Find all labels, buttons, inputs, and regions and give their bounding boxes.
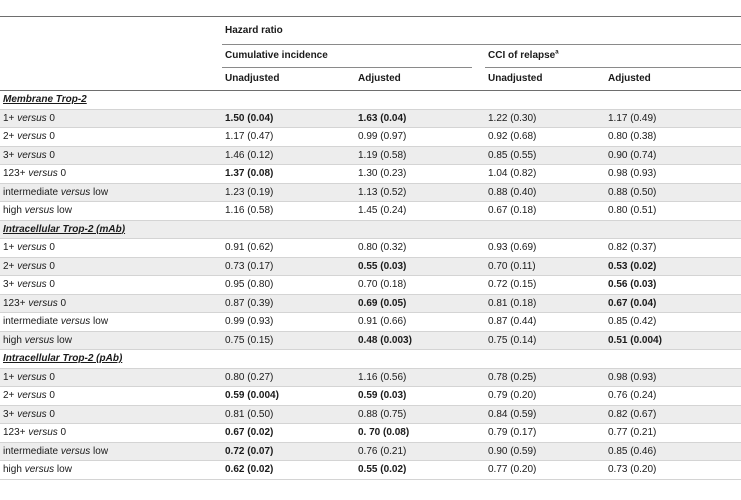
cumulative-adjusted-cell: 1.13 (0.52) [358, 186, 407, 198]
cci-unadjusted-cell: 0.75 (0.14) [488, 334, 537, 346]
hazard-ratio-table [0, 16, 741, 480]
comparison-label [3, 369, 55, 388]
cumulative-unadjusted-cell: 0.81 (0.50) [225, 408, 274, 420]
cci-unadjusted-cell: 0.84 (0.59) [488, 408, 537, 420]
col-adjusted-1: Adjusted [358, 73, 401, 84]
cci-unadjusted-cell: 1.04 (0.82) [488, 168, 537, 179]
comparison-label [3, 276, 55, 295]
comparison-label-post: low [54, 334, 72, 346]
cumulative-incidence-heading: Cumulative incidence [225, 50, 328, 61]
comparison-label-versus: versus [17, 371, 47, 383]
cci-unadjusted-cell: 0.93 (0.69) [488, 242, 537, 253]
comparison-label-pre: intermediate [3, 186, 61, 198]
table-row [0, 313, 741, 332]
cci-unadjusted-cell: 0.81 (0.18) [488, 297, 537, 309]
comparison-label [3, 239, 55, 258]
comparison-label-pre: 123+ [3, 427, 29, 438]
comparison-label-post: 0 [46, 149, 55, 161]
comparison-label-post: 0 [57, 168, 67, 179]
col-unadjusted-2: Unadjusted [488, 73, 543, 84]
table-row [0, 147, 741, 166]
cci-unadjusted-cell: 0.77 (0.20) [488, 464, 537, 475]
comparison-label-pre: 123+ [3, 168, 29, 179]
table-row [0, 110, 741, 129]
comparison-label-pre: 2+ [3, 390, 18, 401]
cci-unadjusted-cell: 1.22 (0.30) [488, 112, 537, 124]
cci-adjusted-cell: 0.76 (0.24) [608, 390, 657, 401]
comparison-label-pre: intermediate [3, 316, 61, 327]
comparison-label-versus: versus [60, 186, 91, 198]
comparison-label-pre: 2+ [3, 260, 18, 272]
cci-adjusted-cell: 0.98 (0.93) [608, 371, 657, 383]
cumulative-unadjusted-cell: 0.75 (0.15) [225, 334, 274, 346]
cumulative-adjusted-cell: 0.55 (0.03) [358, 260, 407, 272]
table-row [0, 295, 741, 314]
comparison-label-versus: versus [17, 408, 47, 420]
comparison-label-versus: versus [17, 149, 47, 161]
cci-unadjusted-cell: 0.90 (0.59) [488, 445, 537, 457]
cumulative-adjusted-cell: 0.76 (0.21) [358, 445, 407, 457]
cumulative-adjusted-cell: 1.45 (0.24) [358, 205, 407, 216]
cci-adjusted-cell: 0.85 (0.46) [608, 445, 657, 457]
cci-unadjusted-cell: 0.88 (0.40) [488, 186, 537, 198]
cumulative-adjusted-cell: 0.59 (0.03) [358, 390, 407, 401]
cumulative-adjusted-cell: 1.16 (0.56) [358, 371, 407, 383]
cumulative-unadjusted-cell: 0.95 (0.80) [225, 279, 274, 290]
comparison-label-pre: 1+ [3, 112, 18, 124]
comparison-label [3, 461, 72, 480]
comparison-label-post: 0 [46, 390, 55, 401]
comparison-label-post: 0 [46, 242, 55, 253]
cumulative-unadjusted-cell: 1.17 (0.47) [225, 131, 274, 142]
comparison-label-versus: versus [28, 297, 58, 309]
comparison-label-pre: 2+ [3, 131, 18, 142]
cci-unadjusted-cell: 0.72 (0.15) [488, 279, 537, 290]
table-row [0, 332, 741, 351]
table-row [0, 165, 741, 184]
comparison-label [3, 147, 55, 166]
comparison-label-post: 0 [57, 427, 67, 438]
cumulative-adjusted-cell: 0.80 (0.32) [358, 242, 407, 253]
comparison-label [3, 110, 55, 129]
comparison-label-versus: versus [17, 112, 47, 124]
comparison-label-pre: intermediate [3, 445, 61, 457]
cci-adjusted-cell: 0.56 (0.03) [608, 279, 657, 290]
cumulative-unadjusted-cell: 1.37 (0.08) [225, 168, 274, 179]
col-adjusted-2: Adjusted [608, 73, 651, 84]
table-row [0, 184, 741, 203]
table-body [0, 91, 741, 480]
comparison-label-post: 0 [46, 408, 55, 420]
cumulative-unadjusted-cell: 0.67 (0.02) [225, 427, 274, 438]
comparison-label-versus: versus [17, 131, 47, 142]
comparison-label [3, 313, 108, 332]
comparison-label-pre: high [3, 464, 25, 475]
cumulative-unadjusted-cell: 0.99 (0.93) [225, 316, 274, 327]
cumulative-adjusted-cell: 0.55 (0.02) [358, 464, 407, 475]
cumulative-unadjusted-cell: 1.16 (0.58) [225, 205, 274, 216]
cci-unadjusted-cell: 0.79 (0.20) [488, 390, 537, 401]
cci-unadjusted-cell: 0.70 (0.11) [488, 260, 536, 272]
comparison-label-pre: high [3, 334, 25, 346]
cumulative-adjusted-cell: 0.88 (0.75) [358, 408, 407, 420]
cumulative-adjusted-cell: 0.48 (0.003) [358, 334, 412, 346]
cumulative-unadjusted-cell: 0.91 (0.62) [225, 242, 274, 253]
comparison-label-versus: versus [28, 427, 58, 438]
comparison-label-post: 0 [46, 131, 55, 142]
comparison-label-pre: 1+ [3, 371, 18, 383]
cumulative-unadjusted-cell: 0.73 (0.17) [225, 260, 274, 272]
hazard-ratio-heading: Hazard ratio [225, 25, 283, 36]
section-header-row [0, 91, 741, 110]
table-row [0, 128, 741, 147]
section-title: Intracellular Trop-2 (pAb) [3, 353, 123, 364]
cumulative-unadjusted-cell: 0.80 (0.27) [225, 371, 274, 383]
cci-relapse-label: CCI of relapse [488, 50, 556, 61]
table-row [0, 443, 741, 462]
cumulative-unadjusted-cell: 0.59 (0.004) [225, 390, 279, 401]
comparison-label [3, 165, 66, 184]
header-row-columns [0, 68, 741, 90]
comparison-label-post: low [54, 464, 72, 475]
section-title: Intracellular Trop-2 (mAb) [3, 223, 126, 235]
comparison-label [3, 128, 55, 147]
comparison-label [3, 295, 66, 314]
header-row-groups [0, 45, 741, 68]
cci-adjusted-cell: 0.77 (0.21) [608, 427, 657, 438]
cci-adjusted-cell: 0.80 (0.51) [608, 205, 657, 216]
comparison-label [3, 184, 108, 203]
comparison-label-pre: 123+ [3, 297, 29, 309]
table-row [0, 369, 741, 388]
comparison-label-post: low [90, 186, 109, 198]
cci-adjusted-cell: 0.85 (0.42) [608, 316, 657, 327]
comparison-label-versus: versus [17, 260, 47, 272]
comparison-label-versus: versus [17, 242, 47, 253]
comparison-label-versus: versus [60, 445, 91, 457]
cci-adjusted-cell: 0.88 (0.50) [608, 186, 657, 198]
comparison-label [3, 202, 72, 221]
comparison-label-pre: high [3, 205, 25, 216]
cci-adjusted-cell: 0.82 (0.67) [608, 408, 657, 420]
cci-adjusted-cell: 0.51 (0.004) [608, 334, 662, 346]
header-row-hazard-ratio [0, 17, 741, 45]
cci-unadjusted-cell: 0.92 (0.68) [488, 131, 537, 142]
cci-relapse-heading [488, 45, 559, 67]
cci-adjusted-cell: 0.67 (0.04) [608, 297, 657, 309]
cumulative-adjusted-cell: 0.70 (0.18) [358, 279, 407, 290]
comparison-label-post: 0 [46, 279, 55, 290]
cci-unadjusted-cell: 0.87 (0.44) [488, 316, 537, 327]
comparison-label-post: low [90, 316, 109, 327]
table-row [0, 202, 741, 221]
cci-footnote-mark: a [555, 49, 559, 56]
cci-unadjusted-cell: 0.85 (0.55) [488, 149, 537, 161]
comparison-label-post: low [54, 205, 72, 216]
comparison-label [3, 387, 55, 406]
table-row [0, 406, 741, 425]
comparison-label [3, 443, 108, 462]
comparison-label [3, 258, 55, 277]
table-row [0, 424, 741, 443]
comparison-label-post: low [90, 445, 109, 457]
cumulative-adjusted-cell: 0.91 (0.66) [358, 316, 407, 327]
comparison-label-pre: 1+ [3, 242, 18, 253]
comparison-label-post: 0 [46, 112, 55, 124]
cumulative-unadjusted-cell: 1.46 (0.12) [225, 149, 274, 161]
table-row [0, 276, 741, 295]
cci-adjusted-cell: 0.82 (0.37) [608, 242, 657, 253]
section-header-row [0, 350, 741, 369]
cumulative-unadjusted-cell: 1.50 (0.04) [225, 112, 274, 124]
cumulative-adjusted-cell: 0.69 (0.05) [358, 297, 407, 309]
table-row [0, 387, 741, 406]
comparison-label-pre: 3+ [3, 408, 18, 420]
cci-unadjusted-cell: 0.78 (0.25) [488, 371, 537, 383]
cci-unadjusted-cell: 0.79 (0.17) [488, 427, 537, 438]
comparison-label [3, 406, 55, 425]
cci-adjusted-cell: 0.80 (0.38) [608, 131, 657, 142]
section-header-row [0, 221, 741, 240]
cumulative-unadjusted-cell: 0.87 (0.39) [225, 297, 274, 309]
comparison-label-pre: 3+ [3, 279, 18, 290]
comparison-label-versus: versus [60, 316, 91, 327]
comparison-label [3, 424, 66, 443]
table-row [0, 239, 741, 258]
cci-adjusted-cell: 0.73 (0.20) [608, 464, 657, 475]
comparison-label [3, 332, 72, 351]
comparison-label-post: 0 [46, 371, 55, 383]
cci-adjusted-cell: 0.98 (0.93) [608, 168, 657, 179]
cumulative-adjusted-cell: 1.19 (0.58) [358, 149, 407, 161]
cumulative-unadjusted-cell: 0.62 (0.02) [225, 464, 274, 475]
cumulative-adjusted-cell: 1.63 (0.04) [358, 112, 407, 124]
cci-adjusted-cell: 0.53 (0.02) [608, 260, 657, 272]
section-title: Membrane Trop-2 [3, 94, 87, 105]
cci-unadjusted-cell: 0.67 (0.18) [488, 205, 537, 216]
comparison-label-post: 0 [57, 297, 67, 309]
comparison-label-versus: versus [17, 279, 47, 290]
comparison-label-versus: versus [17, 390, 47, 401]
cumulative-adjusted-cell: 0. 70 (0.08) [358, 427, 410, 438]
cumulative-adjusted-cell: 1.30 (0.23) [358, 168, 407, 179]
cumulative-unadjusted-cell: 1.23 (0.19) [225, 186, 274, 198]
cumulative-unadjusted-cell: 0.72 (0.07) [225, 445, 274, 457]
comparison-label-versus: versus [24, 205, 55, 216]
cci-adjusted-cell: 0.90 (0.74) [608, 149, 657, 161]
table-row [0, 258, 741, 277]
comparison-label-versus: versus [28, 168, 58, 179]
cumulative-adjusted-cell: 0.99 (0.97) [358, 131, 407, 142]
table-row [0, 461, 741, 480]
comparison-label-post: 0 [46, 260, 55, 272]
comparison-label-versus: versus [24, 464, 55, 475]
comparison-label-pre: 3+ [3, 149, 18, 161]
comparison-label-versus: versus [24, 334, 55, 346]
cci-adjusted-cell: 1.17 (0.49) [608, 112, 657, 124]
col-unadjusted-1: Unadjusted [225, 73, 280, 84]
